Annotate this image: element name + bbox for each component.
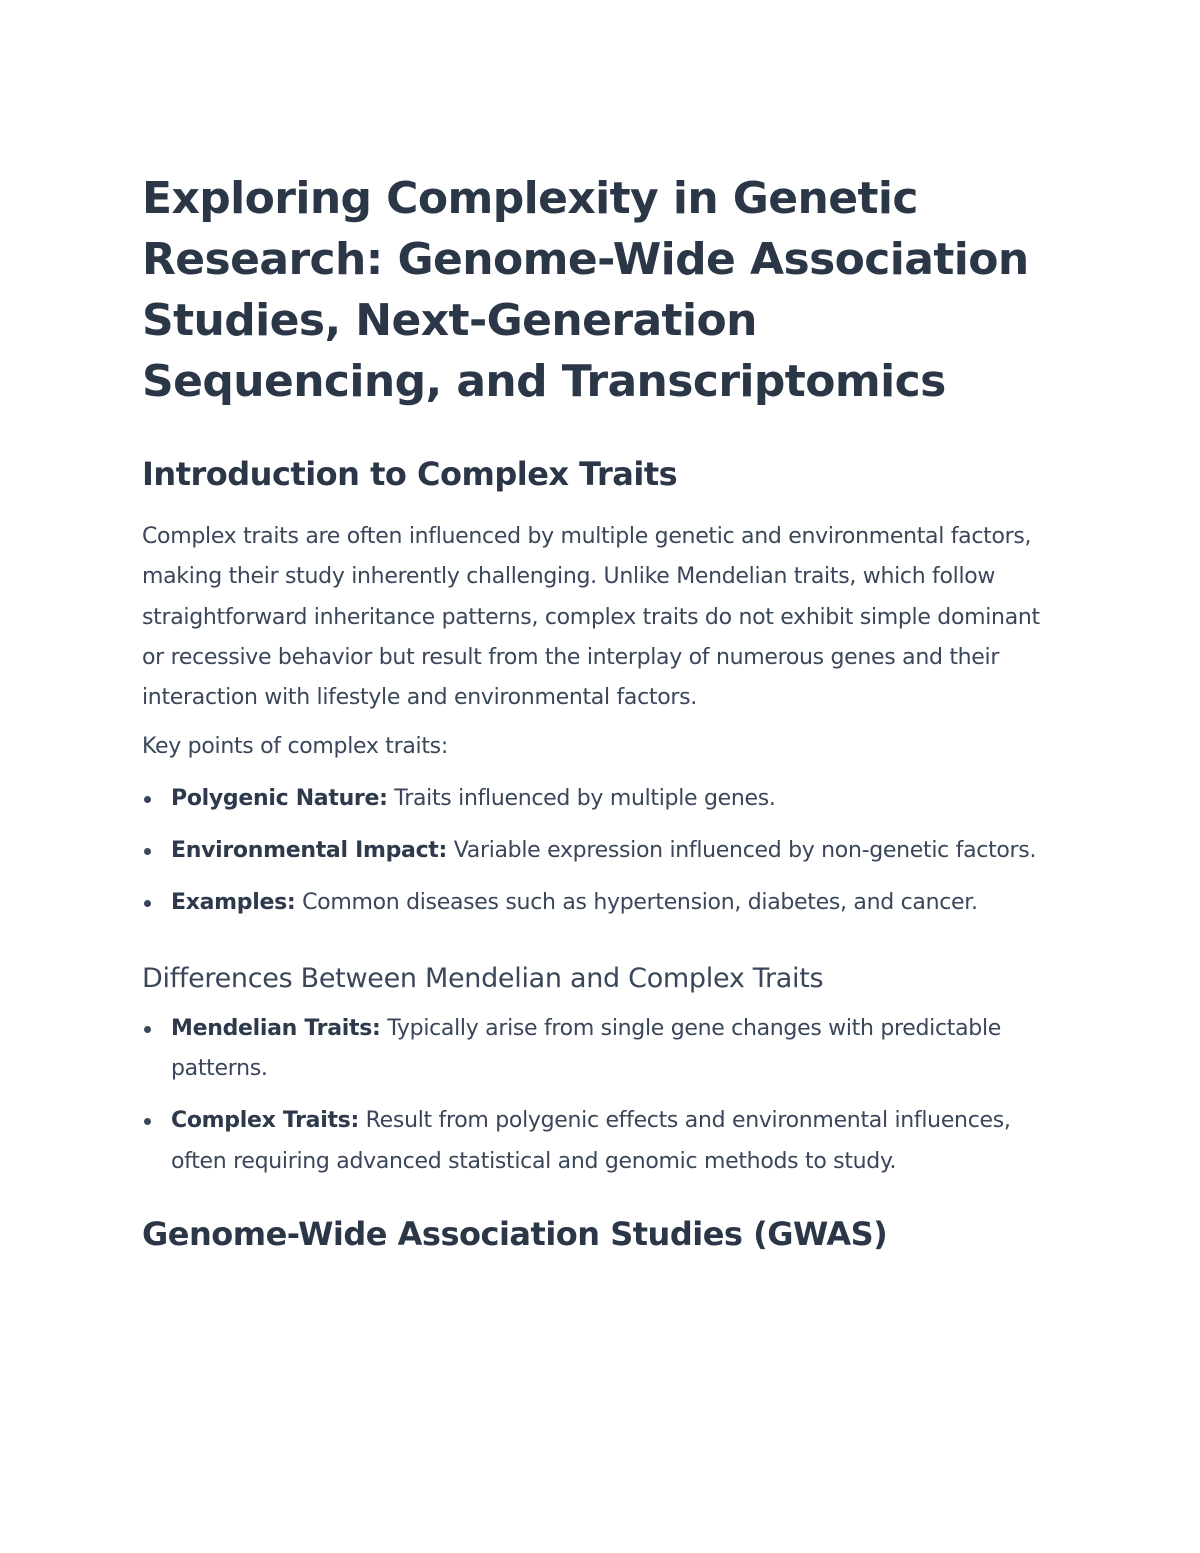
bullet-icon (144, 796, 151, 803)
bullet-icon (144, 900, 151, 907)
bullet-icon (144, 1118, 151, 1125)
list-item-text: Typically arise from single gene changes with predictable patterns. (171, 1015, 1002, 1081)
list-item-text: Common diseases such as hypertension, diabetes, and cancer. (295, 890, 978, 916)
key-points-list (142, 779, 1062, 924)
bullet-icon (144, 848, 151, 855)
intro-paragraph: Complex traits are often influenced by multiple genetic and environmental factors, making their study inherently challenging. Unlike Mendelian traits, which follow straightforward inheritance patterns, complex traits do not exhibit simple dominant or recessive behavior but result from the interplay of numerous genes and their interaction with lifestyle and environmental factors. (142, 524, 1040, 711)
list-item-term: Mendelian Traits: (171, 1015, 381, 1041)
list-item-examples (142, 883, 1062, 923)
list-item-term: Polygenic Nature: (171, 785, 388, 811)
list-item-text: Traits influenced by multiple genes. (387, 785, 776, 811)
list-item-environmental (142, 831, 1062, 871)
key-points-label: Key points of complex traits: (142, 734, 448, 760)
list-item-text: Variable expression influenced by non-genetic factors. (447, 838, 1037, 864)
list-item-complex (142, 1101, 1062, 1182)
list-item-term: Complex Traits: (171, 1108, 359, 1134)
differences-list (142, 1009, 1062, 1182)
list-item-polygenic (142, 779, 1062, 819)
section-heading-complex-traits: Introduction to Complex Traits (142, 455, 678, 493)
list-item-term: Examples: (171, 890, 296, 916)
list-item-term: Environmental Impact: (171, 838, 448, 864)
document-page (142, 168, 1062, 1256)
bullet-icon (144, 1026, 151, 1033)
subsection-heading-differences: Differences Between Mendelian and Complex Traits (142, 962, 824, 994)
document-title: Exploring Complexity in Genetic Research: Genome-Wide Association Studies, Next-Generation Sequencing, and Transcriptomics (142, 173, 1029, 407)
list-item-mendelian (142, 1009, 1062, 1090)
list-item-text: Result from polygenic effects and environmental influences, often requiring advanced statistical and genomic methods to study. (171, 1108, 1011, 1174)
section-heading-gwas: Genome-Wide Association Studies (GWAS) (142, 1214, 888, 1253)
